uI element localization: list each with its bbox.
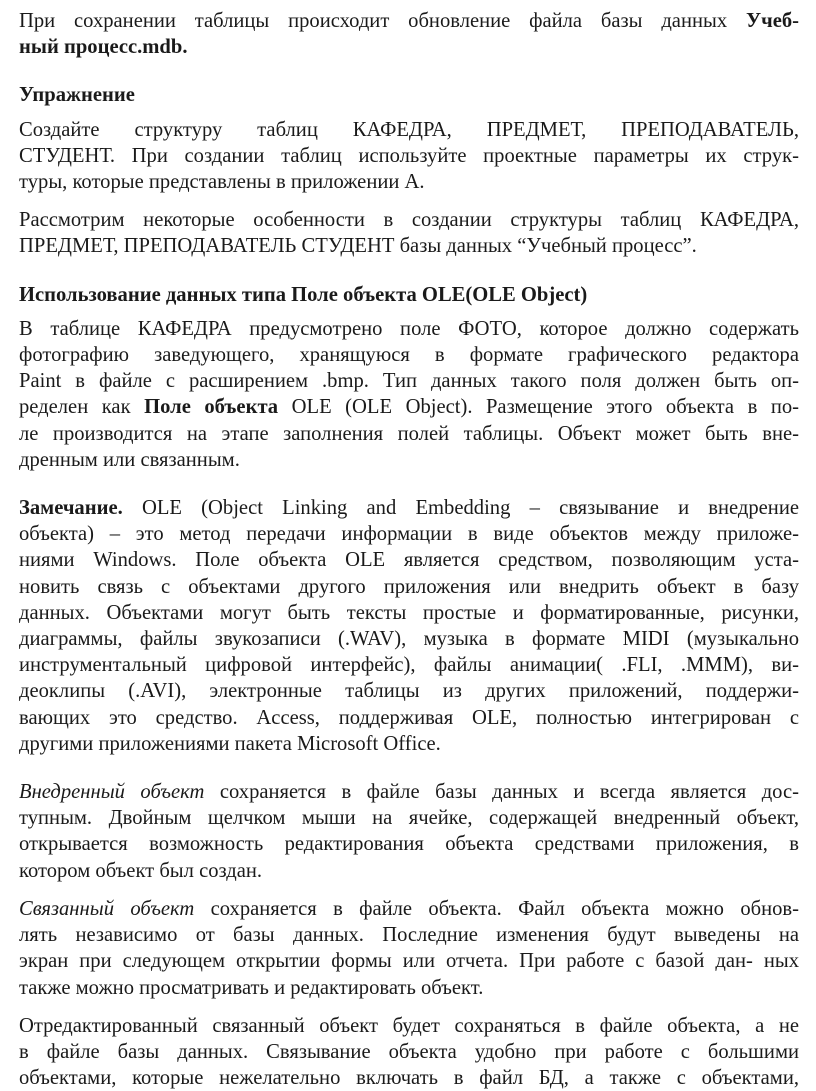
- text-line: также можно просматривать и редактировать объект.: [19, 976, 484, 999]
- text-line: вающих это средство. Access, поддерживая OLE, полностью интегрирован с: [19, 706, 799, 729]
- text-run: сохраняется в файле объекта. Файл объекта можно обнов-: [194, 897, 799, 920]
- linked-object-paragraph: [19, 896, 799, 1001]
- text-line: котором объект был создан.: [19, 859, 263, 882]
- edited-object-paragraph: [19, 1013, 799, 1091]
- text-line: ПРЕДМЕТ, ПРЕПОДАВАТЕЛЬ СТУДЕНТ базы данных “Учебный процесс”.: [19, 235, 697, 258]
- text-run: сохраняется в файле базы данных и всегда является дос-: [204, 781, 799, 804]
- text-line: [19, 394, 799, 420]
- text-line: открывается возможность редактирования объекта средствами приложения, в: [19, 833, 799, 856]
- text-line: диаграммы, файлы звукозаписи (.WAV), музыка в формате MIDI (музыкально: [19, 628, 799, 651]
- text-line: объектами, которые нежелательно включать в файл БД, а также с объектами,: [19, 1067, 799, 1090]
- text-line: лять независимо от базы данных. Последние изменения будут выведены на: [19, 924, 799, 947]
- embedded-object-paragraph: [19, 779, 799, 884]
- text-line: В таблице КАФЕДРА предусмотрено поле ФОТО, которое должно содержать: [19, 317, 799, 340]
- text-line: ле производится на этапе заполнения полей таблицы. Объект может быть вне-: [19, 422, 799, 445]
- text-line: Paint в файле с расширением .bmp. Тип данных такого поля должен быть оп-: [19, 370, 799, 393]
- text-line: фотографию заведующего, хранящуюся в формате графического редактора: [19, 344, 799, 367]
- text-line: другими приложениями пакета Microsoft Office.: [19, 732, 441, 755]
- text-line: новить связь с объектами другого приложения или внедрить объект в базу: [19, 575, 799, 598]
- exercise-paragraph: [19, 117, 799, 196]
- text-line: [19, 495, 799, 521]
- text-line: данных. Объектами могут быть тексты простые и форматированные, рисунки,: [19, 601, 799, 624]
- text-line: СТУДЕНТ. При создании таблиц используйте проектные параметры их струк-: [19, 144, 799, 167]
- exercise-heading: Упражнение: [19, 84, 135, 107]
- ole-section-heading: Использование данных типа Поле объекта OLE(OLE Object): [19, 283, 588, 306]
- features-paragraph: [19, 207, 799, 259]
- note-paragraph: [19, 495, 799, 757]
- text-line: в файле базы данных. Связывание объекта удобно при работе с большими: [19, 1040, 799, 1063]
- text-run: OLE (Object Linking and Embedding – связывание и внедрение: [122, 497, 799, 520]
- ole-paragraph: [19, 316, 799, 473]
- text-line: деоклипы (.AVI), электронные таблицы из других приложений, поддержи-: [19, 680, 799, 703]
- document-page: [19, 8, 799, 1091]
- filename-bold: Учеб-: [745, 10, 799, 32]
- text-line: Рассмотрим некоторые особенности в создании структуры таблиц КАФЕДРА,: [19, 209, 799, 232]
- text-line: ниями Windows. Поле объекта OLE является средством, позволяющим уста-: [19, 549, 799, 572]
- text-line: Отредактированный связанный объект будет сохраняться в файле объекта, а не: [19, 1014, 799, 1037]
- term-italic: Связанный объект: [19, 897, 195, 920]
- intro-paragraph: [19, 8, 799, 60]
- term-bold: Поле объекта: [144, 396, 279, 419]
- text-line: туры, которые представлены в приложении А.: [19, 171, 425, 194]
- text-line: инструментальный цифровой интерфейс), файлы анимации( .FLI, .MMM), ви-: [19, 654, 799, 677]
- text-line: тупным. Двойным щелчком мыши на ячейке, содержащей внедренный объект,: [19, 807, 799, 830]
- text-line: [19, 779, 799, 805]
- text-run: ределен как: [19, 396, 145, 419]
- text-line: [19, 8, 799, 34]
- text-line: [19, 896, 799, 922]
- filename-bold: ный процесс.mdb.: [19, 36, 188, 59]
- term-italic: Внедренный объект: [19, 781, 205, 804]
- text-run: OLE (OLE Object). Размещение этого объекта в по-: [278, 396, 799, 419]
- text-line: Создайте структуру таблиц КАФЕДРА, ПРЕДМЕТ, ПРЕПОДАВАТЕЛЬ,: [19, 118, 799, 141]
- text-line: объекта) – это метод передачи информации в виде объектов между приложе-: [19, 523, 799, 546]
- text-run: При сохранении таблицы происходит обновление файла базы данных: [19, 10, 746, 32]
- text-line: экран при следующем открытии формы или отчета. При работе с базой дан- ных: [19, 950, 799, 973]
- note-label: Замечание.: [19, 497, 123, 520]
- text-line: дренным или связанным.: [19, 448, 240, 471]
